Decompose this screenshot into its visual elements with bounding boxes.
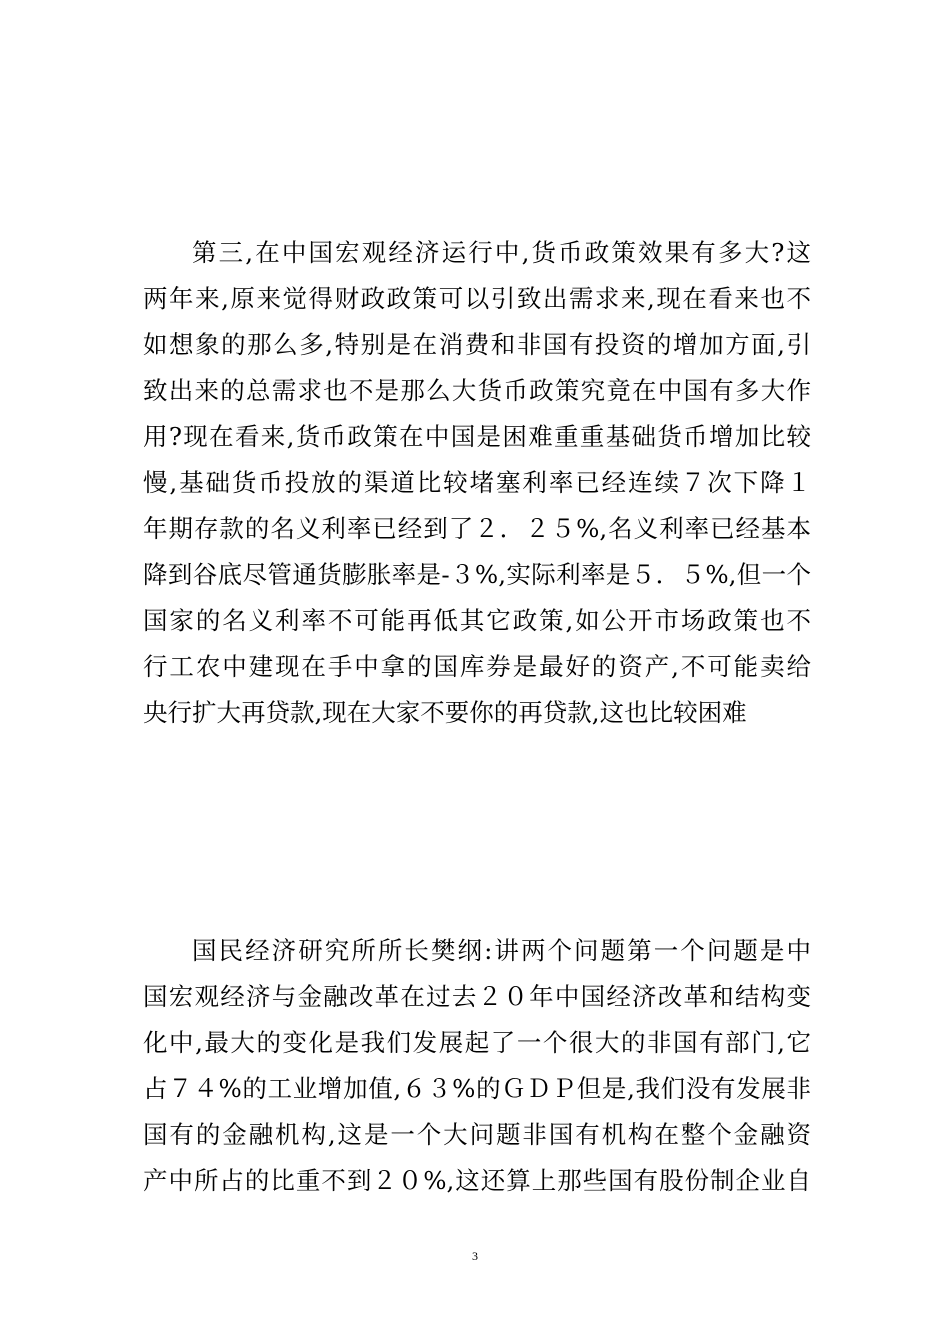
text-line: 国宏观经济与金融改革在过去２０年中国经济改革和结构变 (143, 982, 811, 1011)
text-line: 占７４%的工业增加值,６３%的ＧＤＰ但是,我们没有发展非 (143, 1074, 811, 1103)
text-line: 化中,最大的变化是我们发展起了一个很大的非国有部门,它 (143, 1028, 811, 1057)
text-line: 产中所占的比重不到２０%,这还算上那些国有股份制企业自 (143, 1166, 811, 1195)
text-line: 央行扩大再贷款,现在大家不要你的再贷款,这也比较困难 (143, 698, 747, 727)
text-line: 降到谷底尽管通货膨胀率是-３%,实际利率是５．５%,但一个 (143, 560, 811, 589)
text-line: 如想象的那么多,特别是在消费和非国有投资的增加方面,引 (143, 330, 811, 359)
text-line: 慢,基础货币投放的渠道比较堵塞利率已经连续７次下降１ (143, 468, 811, 497)
text-line: 国家的名义利率不可能再低其它政策,如公开市场政策也不 (143, 606, 811, 635)
paragraph-fan-gang-remarks (143, 928, 811, 1204)
text-line: 两年来,原来觉得财政政策可以引致出需求来,现在看来也不 (143, 284, 811, 313)
text-line: 行工农中建现在手中拿的国库券是最好的资产,不可能卖给 (143, 652, 811, 681)
text-line: 国民经济研究所所长樊纲:讲两个问题第一个问题是中 (192, 936, 811, 965)
paragraph-monetary-policy (143, 230, 811, 736)
text-line: 国有的金融机构,这是一个大问题非国有机构在整个金融资 (143, 1120, 811, 1149)
text-line: 年期存款的名义利率已经到了２．２５%,名义利率已经基本 (143, 514, 811, 543)
text-line: 第三,在中国宏观经济运行中,货币政策效果有多大?这 (192, 238, 811, 267)
text-line: 用?现在看来,货币政策在中国是困难重重基础货币增加比较 (143, 422, 811, 451)
page-number: 3 (472, 1249, 478, 1263)
text-line: 致出来的总需求也不是那么大货币政策究竟在中国有多大作 (143, 376, 811, 405)
